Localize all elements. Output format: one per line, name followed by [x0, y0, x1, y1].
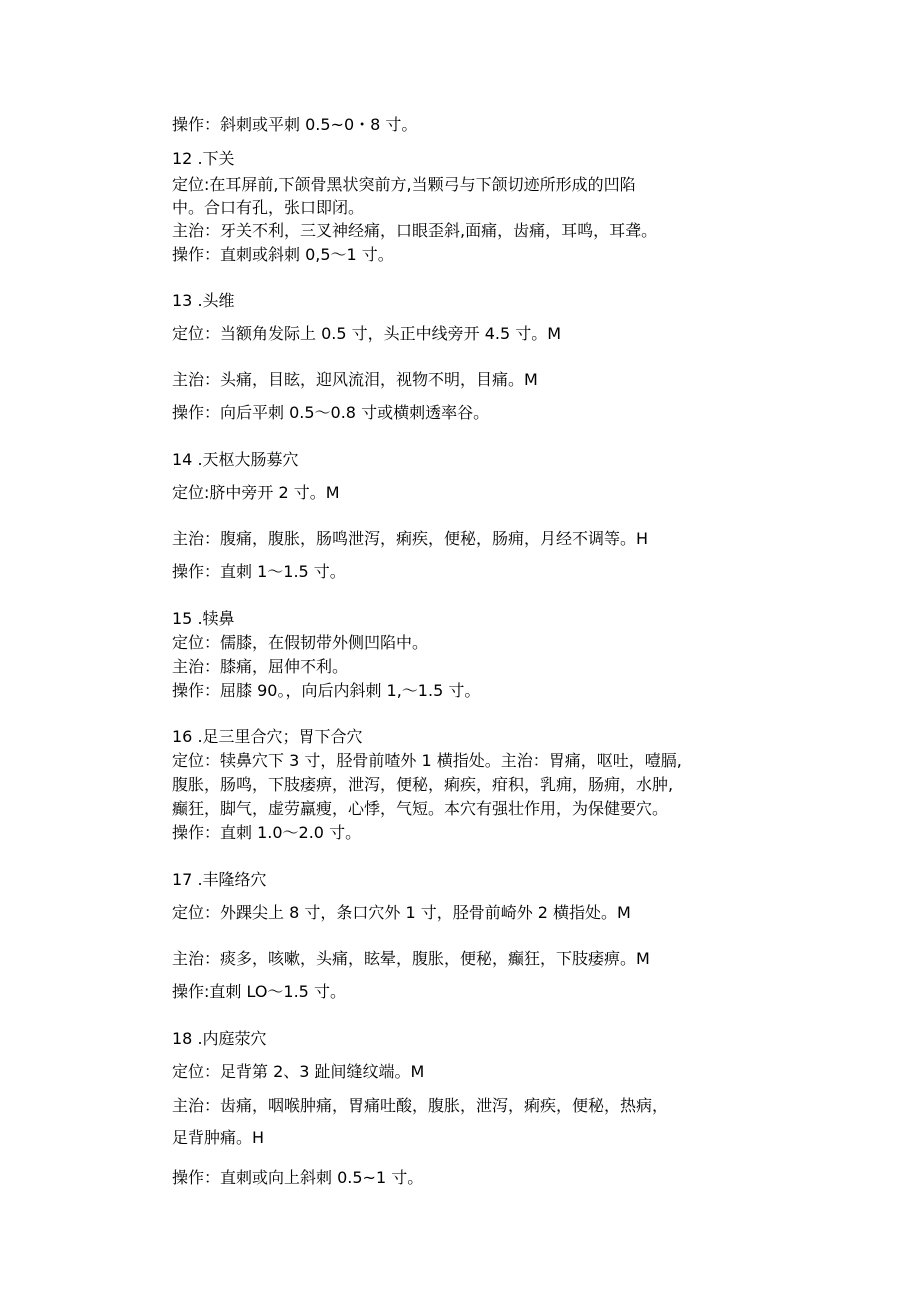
text-line-indication: 主治：痰多，咳嗽，头痛，眩晕，腹胀，便秘，癫狂，下肢痿痹。M: [172, 949, 650, 968]
text-line-indication: 主治：膝痛，屈伸不利。: [172, 657, 349, 676]
text-line-operation: 操作：直刺或斜刺 0,5～1 寸。: [172, 245, 394, 264]
text-line-indication-cont: 腹胀，肠鸣，下肢痿痹，泄泻，便秘，痢疾，疳积，乳痈，肠痈，水肿,: [172, 775, 674, 794]
text-line-location: 定位:脐中旁开 2 寸。M: [172, 483, 340, 502]
text-line-location: 定位：当额角发际上 0.5 寸，头正中线旁开 4.5 寸。M: [172, 324, 562, 343]
text-line-location: 定位：外踝尖上 8 寸，条口穴外 1 寸，胫骨前崎外 2 横指处。M: [172, 903, 631, 922]
section-heading-tianshu: 14 .天枢大肠募穴: [172, 450, 299, 469]
text-line-indication-cont: 足背肿痛。H: [172, 1128, 265, 1147]
text-line-operation: 操作：直刺或向上斜刺 0.5~1 寸。: [172, 1168, 424, 1187]
section-heading-fenglong: 17 .丰隆络穴: [172, 870, 267, 889]
text-line-operation: 操作：直刺 1.0～2.0 寸。: [172, 823, 362, 842]
text-line-operation: 操作：斜刺或平刺 0.5~0・8 寸。: [172, 115, 418, 134]
text-line-location: 定位：儒膝，在假韧带外侧凹陷中。: [172, 633, 429, 652]
text-line-indication: 主治：头痛，目眩，迎风流泪，视物不明，目痛。M: [172, 370, 538, 389]
text-line-operation: 操作:直刺 LO～1.5 寸。: [172, 982, 346, 1001]
text-line-operation: 操作：屈膝 90。，向后内斜刺 1,～1.5 寸。: [172, 681, 481, 700]
section-heading-neiting: 18 .内庭荥穴: [172, 1029, 267, 1048]
section-heading-zusanli: 16 .足三里合穴；胃下合穴: [172, 727, 363, 746]
text-line-indication-cont: 癫狂，脚气，虚劳羸瘦，心悸，气短。本穴有强壮作用，为保健要穴。: [172, 799, 669, 818]
text-line-operation: 操作：向后平刺 0.5～0.8 寸或横刺透率谷。: [172, 403, 490, 422]
section-heading-dubi: 15 .犊鼻: [172, 609, 235, 628]
section-heading-touwei: 13 .头维: [172, 291, 235, 310]
text-line-operation: 操作：直刺 1～1.5 寸。: [172, 562, 346, 581]
text-line-indication: 主治：腹痛，腹胀，肠鸣泄泻，痢疾，便秘，肠痈，月经不调等。H: [172, 529, 649, 548]
section-heading-xiaguan: 12 .下关: [172, 149, 235, 168]
text-line-location: 定位：足背第 2、3 趾间缝纹端。M: [172, 1062, 425, 1081]
text-line-location-indication: 定位：犊鼻穴下 3 寸，胫骨前喳外 1 横指处。主治：胃痛，呕吐，噎膈,: [172, 751, 682, 770]
text-line-indication: 主治：齿痛，咽喉肿痛，胃痛吐酸，腹胀，泄泻，痢疾，便秘，热病，: [172, 1096, 669, 1115]
text-line-indication: 主治：牙关不利，三叉神经痛，口眼歪斜,面痛，齿痛，耳鸣，耳聋。: [172, 221, 658, 240]
text-line-location-cont: 中。合口有孔，张口即闭。: [172, 198, 365, 217]
text-line-location: 定位:在耳屏前,下颌骨黑状突前方,当颗弓与下颌切迹所形成的凹陷: [172, 175, 636, 194]
